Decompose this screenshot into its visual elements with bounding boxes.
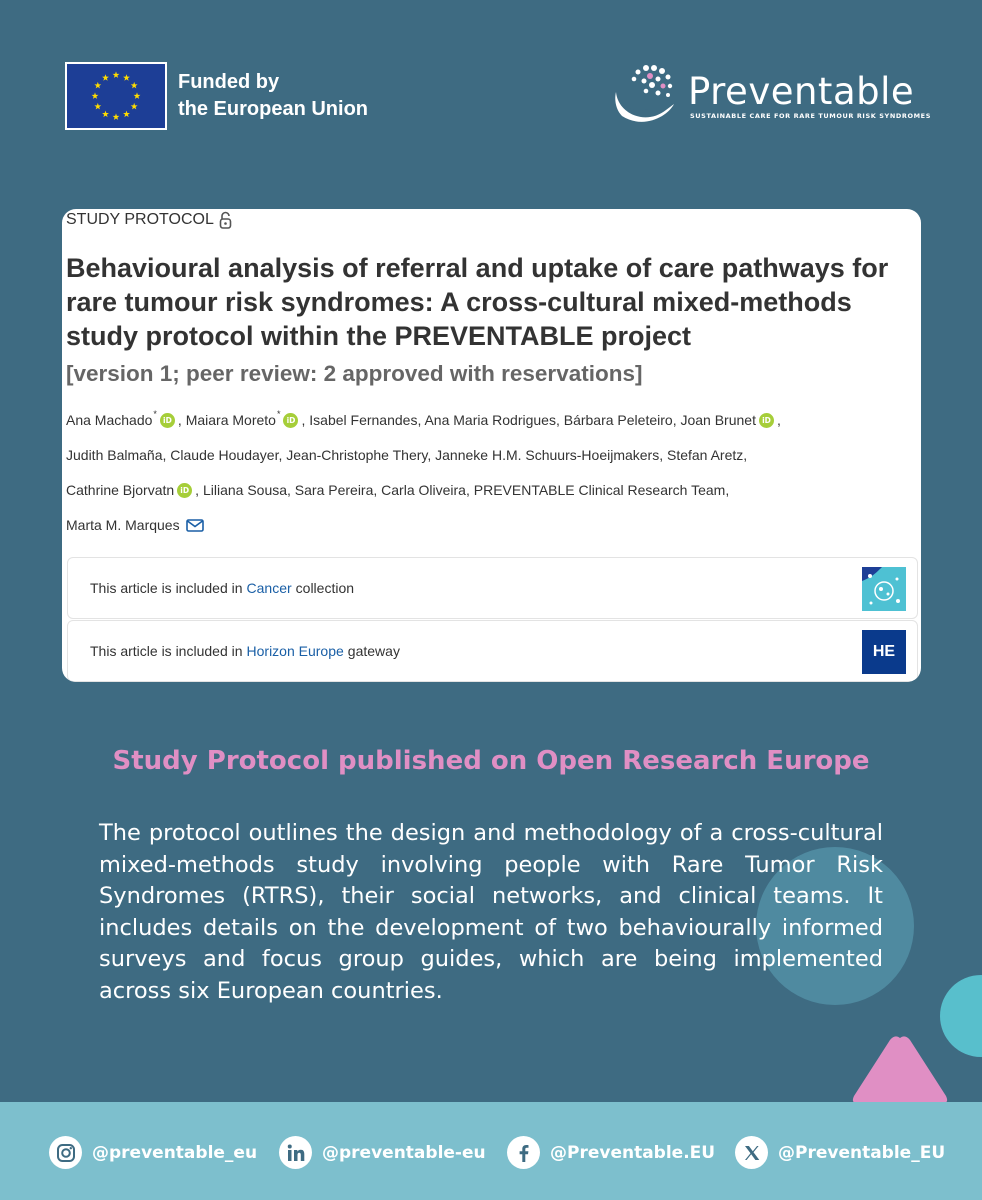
author-line-2[interactable]: Judith Balmaña, Claude Houdayer, Jean-Christophe Thery, Janneke H.M. Schuurs-Hoeijmakers, Stefan Aretz, [66,447,748,463]
social-link-x[interactable] [735,1136,945,1169]
author-asterisk: * [153,409,157,419]
social-link-linkedin[interactable] [279,1136,486,1169]
author-line-1 [66,403,906,438]
page-headline: Study Protocol published on Open Research Europe [112,746,870,776]
facebook-icon [507,1136,540,1169]
orcid-icon[interactable]: iD [759,413,774,428]
eu-star [134,92,141,99]
author-link[interactable]: Marta M. Marques [66,517,180,533]
cancer-collection-icon [862,567,906,611]
article-type-text: STUDY PROTOCOL [66,211,214,228]
eu-star [131,82,138,89]
eu-star [113,71,120,78]
author-link[interactable]: , Maiara Moreto [177,412,276,428]
eu-funding-text [178,69,368,123]
collection-banner-horizon-europe[interactable] [67,620,918,682]
preventable-logo [608,64,931,128]
linkedin-icon [279,1136,312,1169]
collection-banner-cancer[interactable] [67,557,918,619]
eu-star [102,111,109,118]
eu-star [102,74,109,81]
orcid-icon[interactable]: iD [177,483,192,498]
x-icon [735,1136,768,1169]
preventable-logo-icon [608,64,688,128]
brand-tagline: SUSTAINABLE CARE FOR RARE TUMOUR RISK SYNDROMES [690,112,931,120]
open-access-icon [218,211,233,229]
orcid-icon[interactable]: iD [160,413,175,428]
eu-star [123,111,130,118]
collection-suffix: collection [295,580,355,596]
instagram-icon [49,1136,82,1169]
social-handle: @preventable_eu [92,1142,258,1163]
description-text: The protocol outlines the design and methodology of a cross-cultural mixed-methods study involving people with Rare Tumor Risk Syndromes (RTRS), their social networks, and clinical teams. It includes details on the development of two behaviourally informed surveys and focus group guides, which are being implemented across six European countries. [99,820,883,1004]
article-card [62,209,921,682]
author-link[interactable]: Cathrine Bjorvatn [66,482,175,498]
collection-link[interactable]: Cancer [246,580,292,596]
eu-star [94,103,101,110]
author-line-4 [66,508,906,543]
social-footer [0,1102,982,1200]
eu-star [131,103,138,110]
mail-icon[interactable] [186,519,204,532]
eu-flag-icon [65,62,167,130]
author-link[interactable]: , Isabel Fernandes, Ana Maria Rodrigues, Bárbara Peleteiro, Joan Brunet [301,412,756,428]
social-handle: @Preventable.EU [550,1142,716,1163]
eu-star [94,82,101,89]
author-list [66,403,906,543]
brand-name: Preventable [688,70,915,113]
article-version: [version 1; peer review: 2 approved with reservations] [66,361,643,386]
author-link[interactable]: , Liliana Sousa, Sara Pereira, Carla Oliveira, PREVENTABLE Clinical Research Team, [195,482,730,498]
social-link-facebook[interactable] [507,1136,715,1169]
social-link-instagram[interactable] [49,1136,257,1169]
collection-link[interactable]: Horizon Europe [246,643,344,659]
eu-funding-line1: Funded by [178,71,280,93]
eu-funding-block [65,62,368,130]
collection-prefix: This article is included in [90,580,243,596]
article-type-label [66,211,233,229]
social-handle: @preventable-eu [322,1142,486,1163]
author-line-3 [66,473,906,508]
horizon-europe-icon: HE [862,630,906,674]
orcid-icon[interactable]: iD [283,413,298,428]
author-link[interactable]: Ana Machado [66,412,153,428]
decorative-triangle [850,1034,950,1104]
author-separator: , [776,412,781,428]
collection-suffix: gateway [347,643,400,659]
social-handle: @Preventable_EU [778,1142,946,1163]
author-asterisk: * [276,409,281,419]
eu-star [123,74,130,81]
collection-prefix: This article is included in [90,643,243,659]
eu-star [113,113,120,120]
eu-star [92,92,99,99]
article-title[interactable]: Behavioural analysis of referral and uptake of care pathways for rare tumour risk syndromes: A cross-cultural mixed-methods study protocol within the PREVENTABLE project [66,253,889,351]
eu-funding-line2: the European Union [178,98,368,120]
